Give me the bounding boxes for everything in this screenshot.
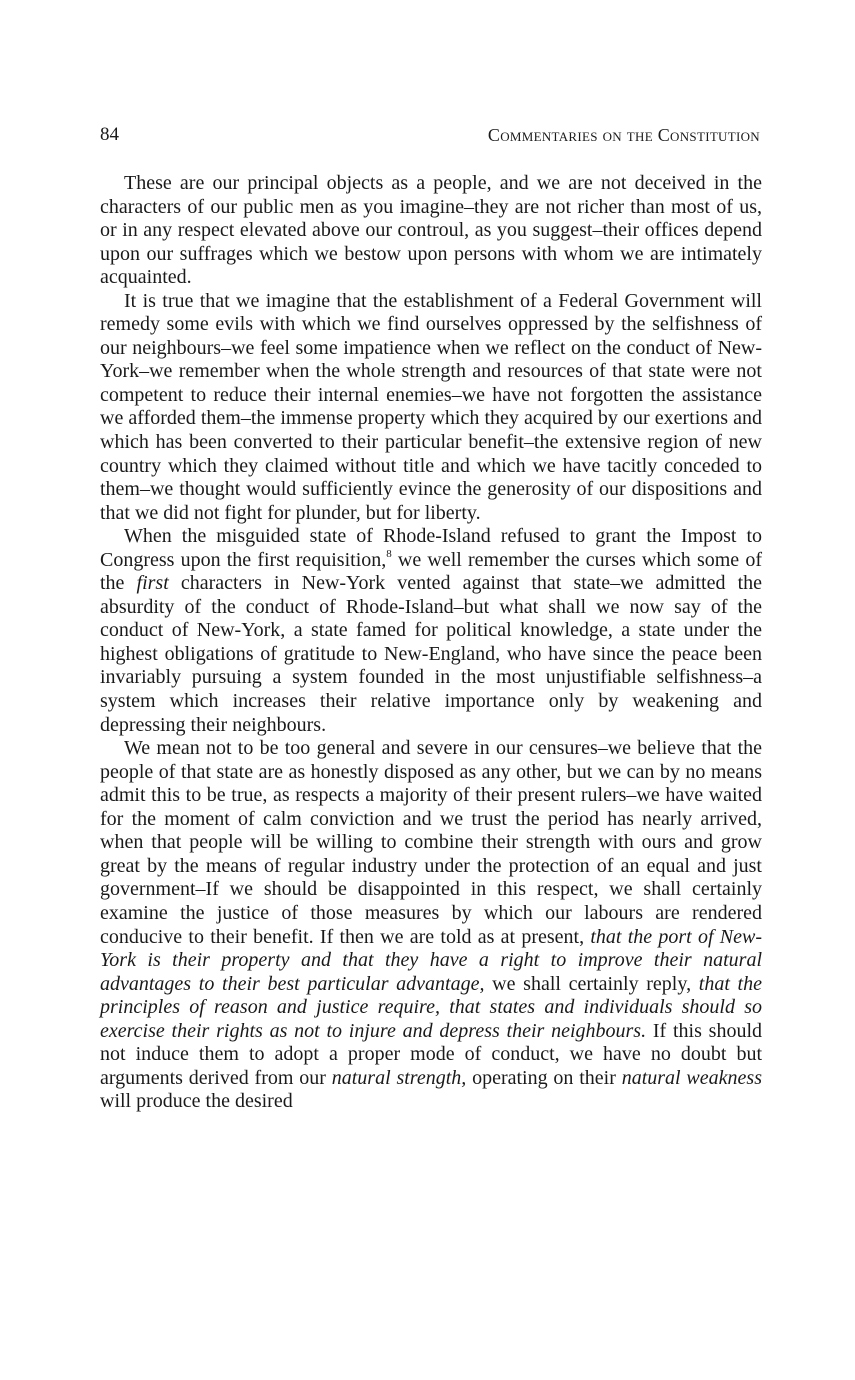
paragraph [100,290,762,525]
text-run: These are our principal objects as a people, and we are not deceived in the characters of our public men as you imagine–they are not richer than most of us, or in any respect elevated above our controul, as you suggest–their offices depend upon our suffrages which we bestow upon persons with whom we are intimately acquainted. [100,172,762,289]
page-number: 84 [100,124,119,145]
text-run: will produce the desired [100,1090,293,1113]
text-run: we shall certainly reply, [484,972,699,995]
italic-text: natural strength, [331,1066,467,1089]
text-run: It is true that we imagine that the establishment of a Federal Government will remedy some evils with which we find ourselves oppressed by the selfishness of our neighbours–we feel some impatience when we reflect on the conduct of New-York–we remember when the whole strength and resources of that state were not competent to reduce their internal enemies–we have not forgotten the assistance we afforded them–the immense property which they acquired by our exertions and which has been converted to their particular benefit–the extensive region of new country which they claimed without title and which we have tacitly conceded to them–we thought would sufficiently evince the generosity of our dispositions and that we did not fight for plunder, but for liberty. [100,289,762,524]
text-run: we well remember the curses which some of the [100,548,762,595]
text-run: When the misguided state of Rhode-Island refused to grant the Impost to Congress upon the first requisition, [100,525,762,571]
running-head: Commentaries on the Constitution [487,125,760,145]
text-run: We mean not to be too general and severe in our censures–we believe that the people of that state are as honestly disposed as any other, but we can by no means admit this to be true, as respects a majority of their present rulers–we have waited for the moment of calm conviction and we trust the period has nearly arrived, when that people will be willing to combine their strength with ours and grow great by the means of regular industry under the protection of an equal and just government–If we should be disappointed in this respect, we shall certainly examine the justice of those measures by which our labours are rendered conducive to their benefit. If then we are told as at present, [100,737,762,948]
paragraph [100,525,762,737]
italic-text: that the principles of reason and justice require, that states and individuals should so exercise their rights as not to injure and depress their neighbours. [100,972,762,1042]
paragraph [100,737,762,1114]
italic-text: that the port of New-York is their property and that they have a right to improve their natural advantages to their best particular advantage, [100,925,762,995]
text-run: characters in New-York vented against that state–we admitted the absurdity of the conduct of Rhode-Island–but what shall we now say of the conduct of New-York, a state famed for political knowledge, a state under the highest obligations of gratitude to New-England, who have since the peace been invariably pursuing a system founded in the most unjustifiable selfishness–a system which increases their relative importance only by weakening and depressing their neighbours. [100,572,763,736]
footnote-ref: 8 [386,548,392,561]
paragraph [100,172,762,290]
italic-text: first [136,572,169,595]
italic-text: natural weakness [621,1066,762,1089]
body-text [100,172,762,1114]
page-header [100,124,760,152]
text-run: If this should not induce them to adopt a proper mode of conduct, we have no doubt but arguments derived from our [100,1019,762,1089]
text-run: operating on their [466,1066,622,1089]
